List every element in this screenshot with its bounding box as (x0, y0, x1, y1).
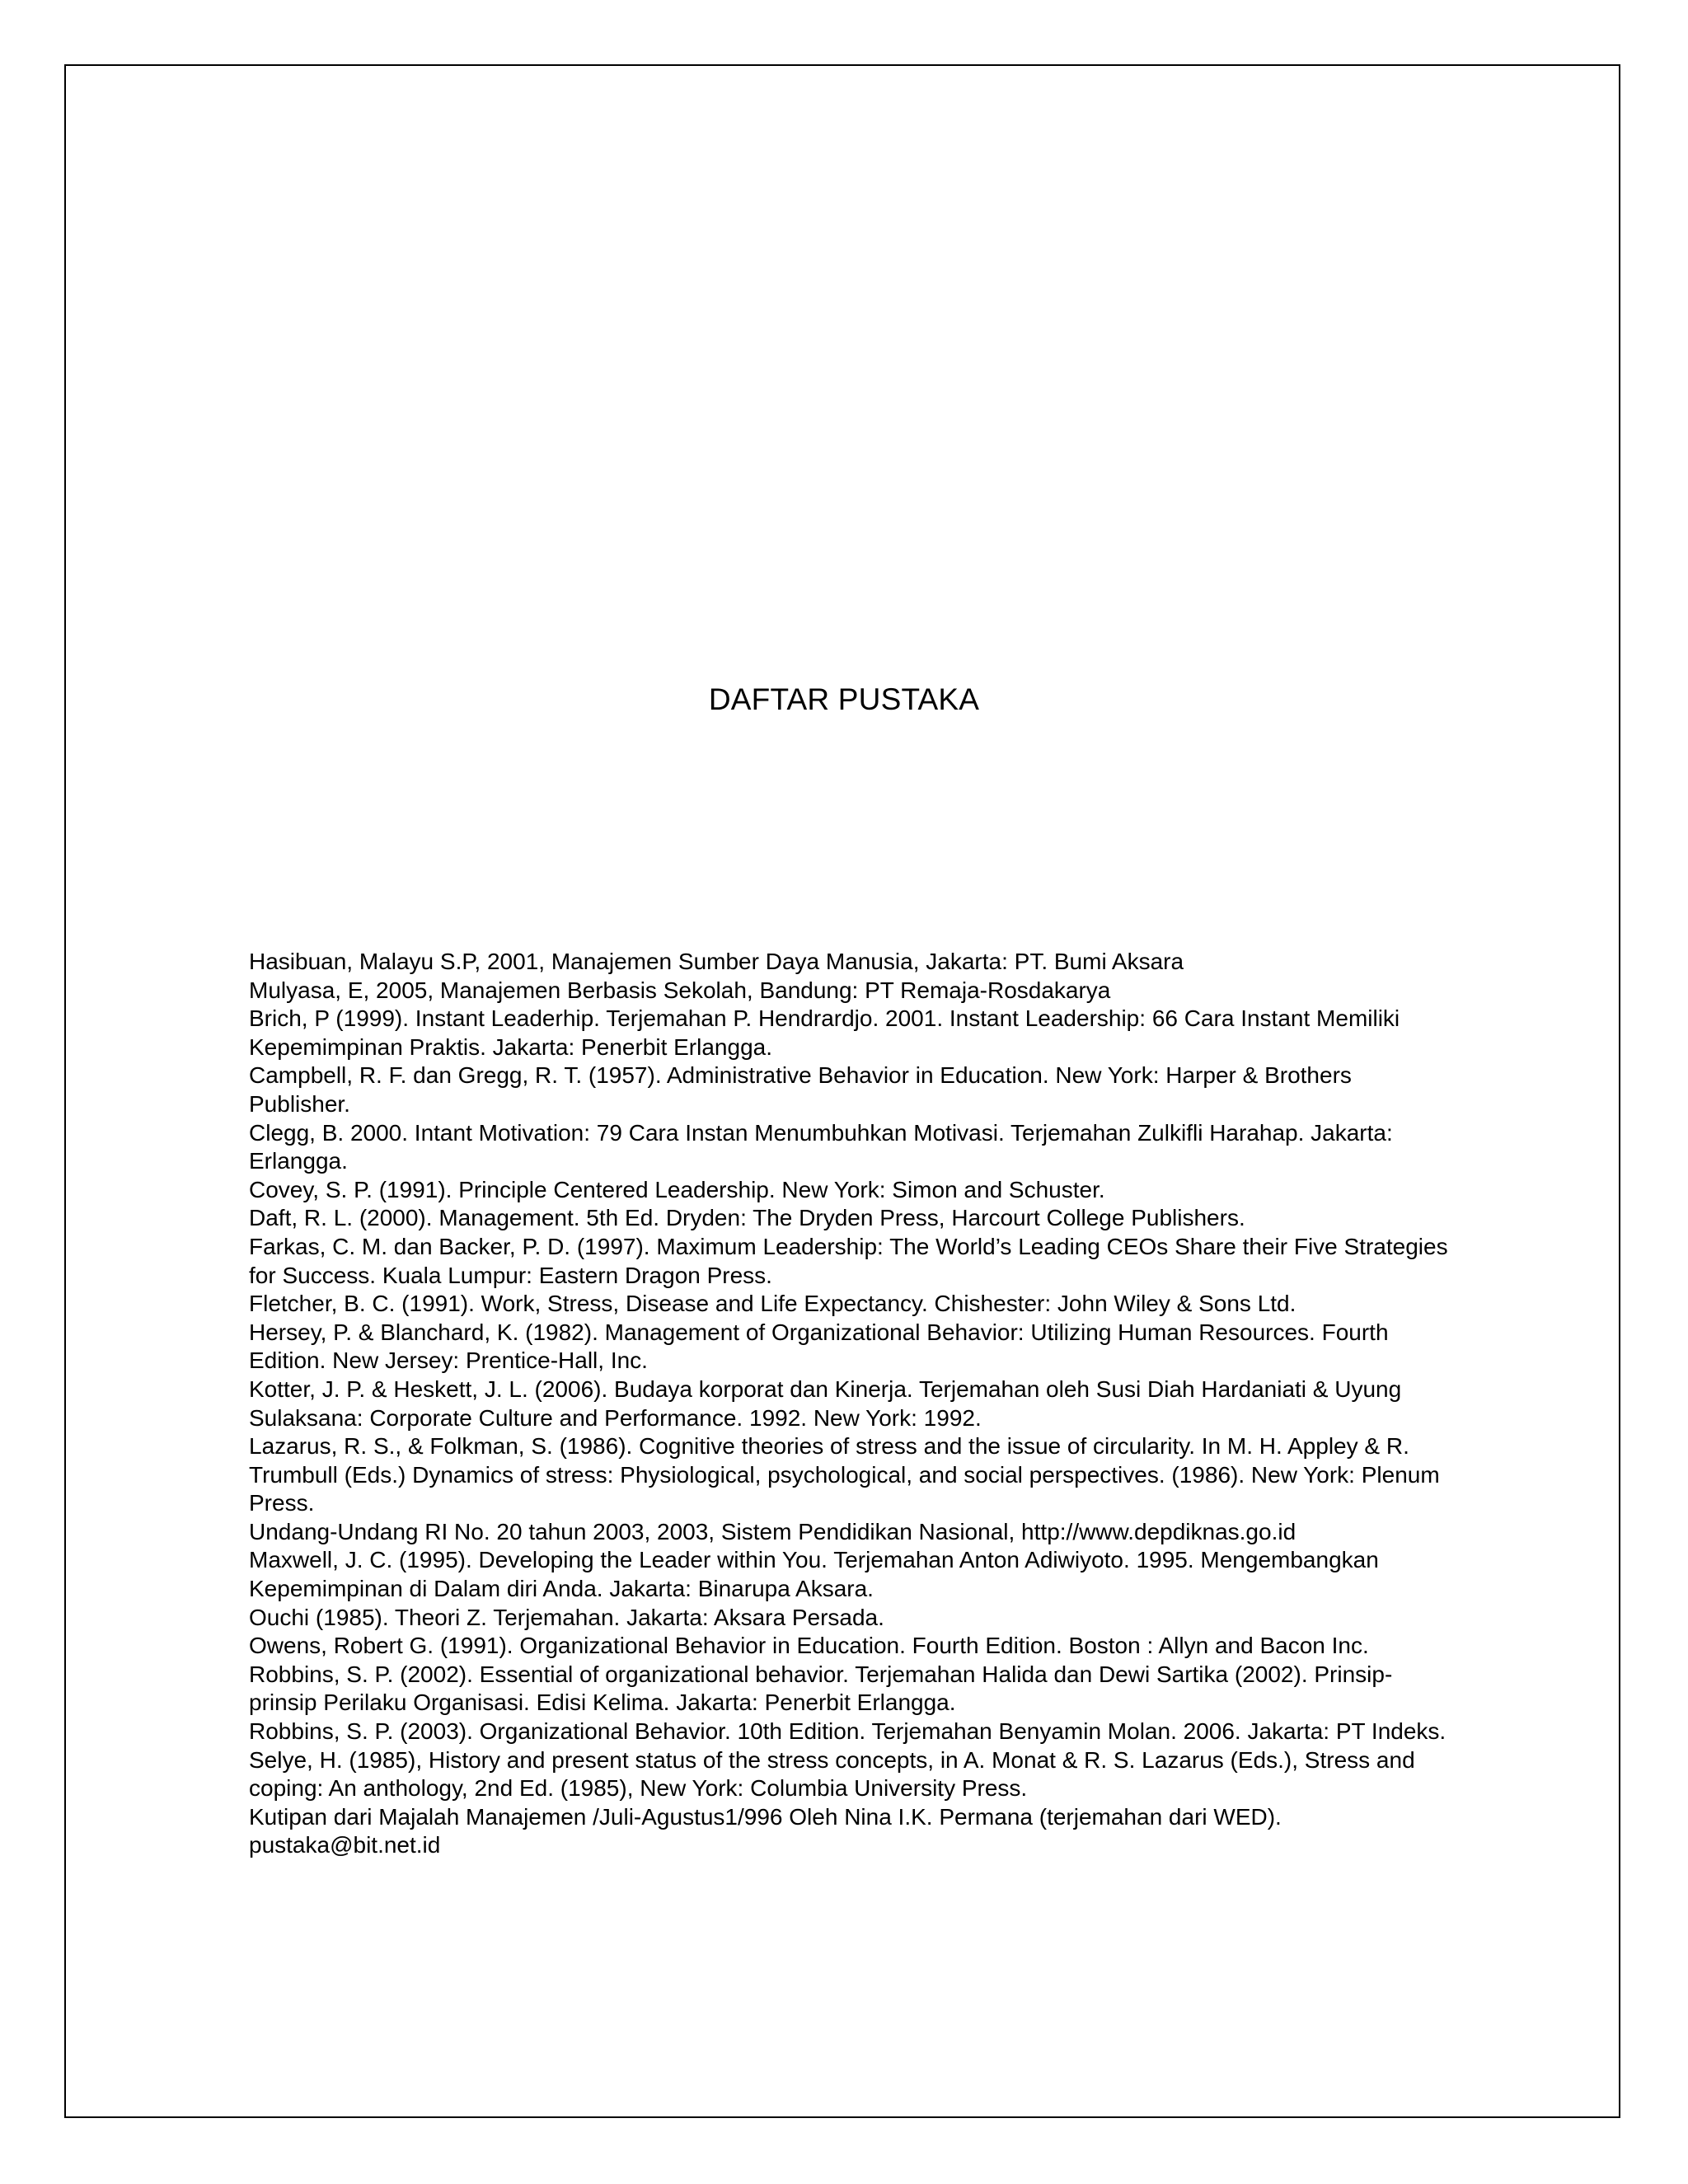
reference-item: Robbins, S. P. (2002). Essential of organizational behavior. Terjemahan Halida dan Dewi Sartika (2002). Prinsip-prinsip Perilaku Organisasi. Edisi Kelima. Jakarta: Penerbit Erlangga. (249, 1661, 1393, 1716)
reference-item: Brich, P (1999). Instant Leaderhip. Terjemahan P. Hendrardjo. 2001. Instant Leadership: 66 Cara Instant Memiliki Kepemimpinan Praktis. Jakarta: Penerbit Erlangga. (249, 1005, 1400, 1060)
page-title: DAFTAR PUSTAKA (708, 682, 980, 716)
reference-item: Owens, Robert G. (1991). Organizational Behavior in Education. Fourth Edition. Boston : Allyn and Bacon Inc. (249, 1633, 1369, 1659)
reference-item: Lazarus, R. S., & Folkman, S. (1986). Cognitive theories of stress and the issue of circularity. In M. H. Appley & R. Trumbull (Eds.) Dynamics of stress: Physiological, psychological, and social perspectives. (1986). New York: Plenum Press. (249, 1433, 1440, 1516)
reference-item: Clegg, B. 2000. Intant Motivation: 79 Cara Instan Menumbuhkan Motivasi. Terjemahan Zulkifli Harahap. Jakarta: Erlangga. (249, 1119, 1393, 1174)
reference-item: Daft, R. L. (2000). Management. 5th Ed. Dryden: The Dryden Press, Harcourt College Publishers. (249, 1205, 1245, 1231)
reference-item: Undang-Undang RI No. 20 tahun 2003, 2003, Sistem Pendidikan Nasional, http://www.depdiknas.go.id (249, 1518, 1296, 1544)
reference-item: Fletcher, B. C. (1991). Work, Stress, Disease and Life Expectancy. Chishester: John Wiley & Sons Ltd. (249, 1291, 1296, 1317)
reference-item: Campbell, R. F. dan Gregg, R. T. (1957). Administrative Behavior in Education. New York: Harper & Brothers Publisher. (249, 1062, 1352, 1117)
reference-item: Selye, H. (1985), History and present status of the stress concepts, in A. Monat & R. S. Lazarus (Eds.), Stress and coping: An anthology, 2nd Ed. (1985), New York: Columbia University Press. (249, 1746, 1415, 1802)
reference-item: Mulyasa, E, 2005, Manajemen Berbasis Sekolah, Bandung: PT Remaja-Rosdakarya (249, 977, 1111, 1003)
reference-item: Kotter, J. P. & Heskett, J. L. (2006). Budaya korporat dan Kinerja. Terjemahan oleh Susi Diah Hardaniati & Uyung Sulaksana: Corporate Culture and Performance. 1992. New York: 1992. (249, 1376, 1402, 1431)
reference-item: Maxwell, J. C. (1995). Developing the Leader within You. Terjemahan Anton Adiwiyoto. 1995. Mengembangkan Kepemimpinan di Dalam diri Anda. Jakarta: Binarupa Aksara. (249, 1547, 1379, 1602)
reference-item: Hasibuan, Malayu S.P, 2001, Manajemen Sumber Daya Manusia, Jakarta: PT. Bumi Aksara (249, 949, 1184, 974)
reference-item: Kutipan dari Majalah Manajemen /Juli-Agustus1/996 Oleh Nina I.K. Permana (terjemahan dari WED). pustaka@bit.net.id (249, 1803, 1282, 1858)
reference-list (249, 948, 1452, 1860)
reference-item: Hersey, P. & Blanchard, K. (1982). Management of Organizational Behavior: Utilizing Human Resources. Fourth Edition. New Jersey: Prentice-Hall, Inc. (249, 1319, 1389, 1374)
reference-item: Ouchi (1985). Theori Z. Terjemahan. Jakarta: Aksara Persada. (249, 1604, 884, 1630)
reference-item: Covey, S. P. (1991). Principle Centered Leadership. New York: Simon and Schuster. (249, 1176, 1105, 1202)
reference-item: Farkas, C. M. dan Backer, P. D. (1997). Maximum Leadership: The World’s Leading CEOs Share their Five Strategies for Success. Kuala Lumpur: Eastern Dragon Press. (249, 1233, 1448, 1288)
reference-item: Robbins, S. P. (2003). Organizational Behavior. 10th Edition. Terjemahan Benyamin Molan. 2006. Jakarta: PT Indeks. (249, 1718, 1447, 1745)
